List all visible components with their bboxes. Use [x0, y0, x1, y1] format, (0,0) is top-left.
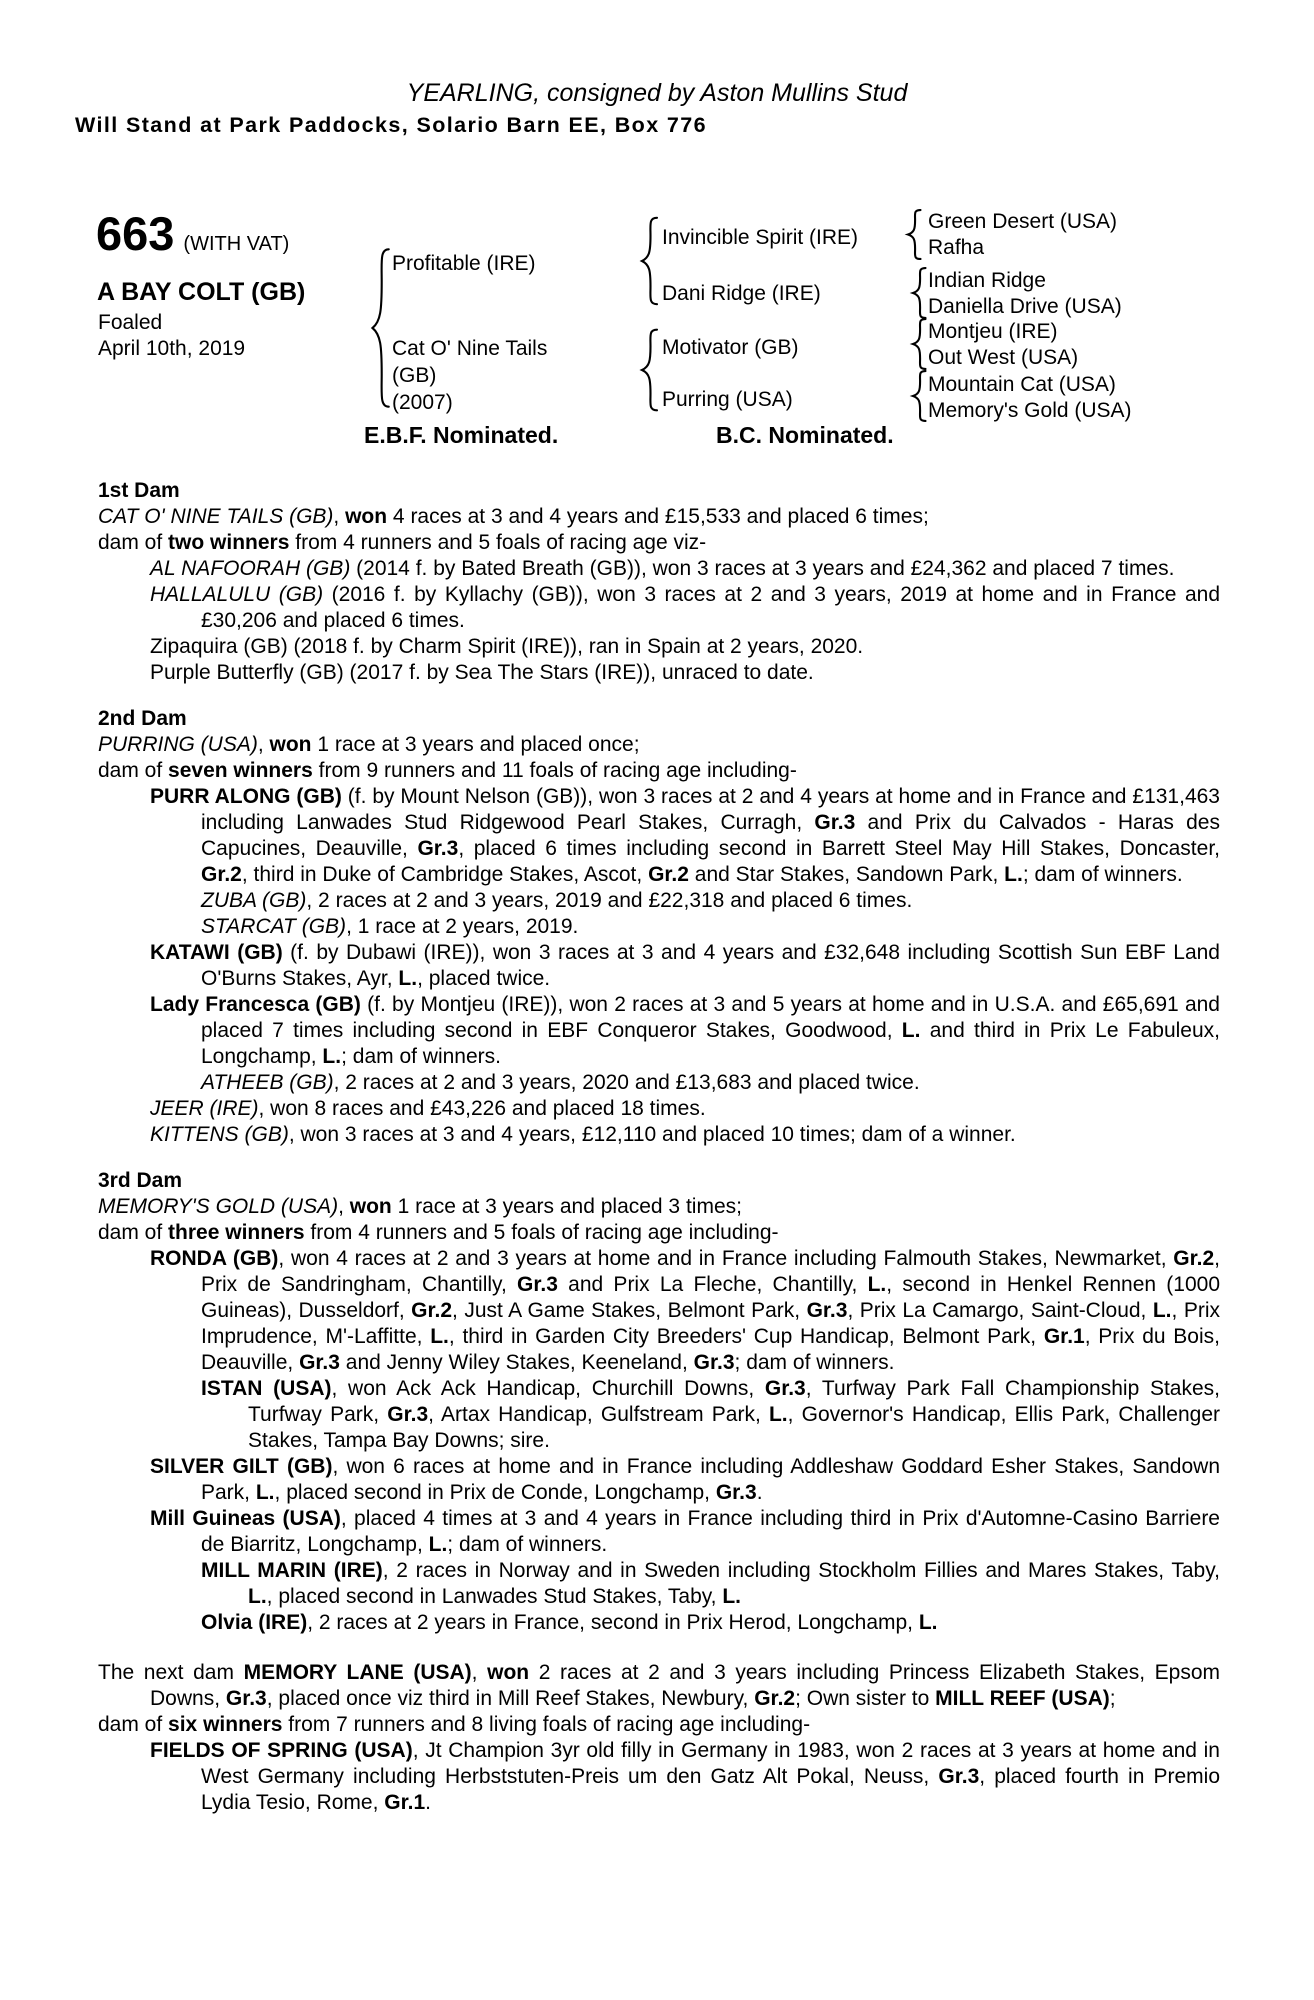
produce-record: STARCAT (GB), 1 race at 2 years, 2019. [201, 915, 579, 938]
dam-produce-summary: dam of six winners from 7 runners and 8 living foals of racing age including- [98, 1713, 811, 1736]
ggp-name: Daniella Drive (USA) [928, 295, 1122, 318]
section-heading: 2nd Dam [98, 707, 187, 730]
dam-produce-summary: dam of three winners from 4 runners and 5 foals of racing age including- [98, 1221, 779, 1244]
consignor-line: YEARLING, consigned by Aston Mullins Stud [406, 79, 908, 107]
pedigree-brace-main [366, 246, 392, 410]
ggp-name: Rafha [928, 236, 985, 259]
ggp-name: Indian Ridge [928, 269, 1046, 292]
section-2nd-dam [98, 706, 1220, 1148]
lot-header [96, 207, 290, 260]
produce-record: KATAWI (GB) (f. by Dubawi (IRE)), won 3 races at 3 and 4 years and £32,648 including Scottish Sun EBF Land O'Burns Stakes, Ayr, L., placed twice. [150, 941, 1220, 990]
sire-sire-name: Invincible Spirit (IRE) [662, 226, 859, 249]
produce-record: SILVER GILT (GB), won 6 races at home and in France including Addleshaw Goddard Esher Stakes, Sandown Park, L., placed second in Prix de Conde, Longchamp, Gr.3. [150, 1455, 1220, 1504]
foaled-date: April 10th, 2019 [98, 337, 246, 360]
section-heading: 1st Dam [98, 479, 180, 502]
ggp-name: Out West (USA) [928, 346, 1079, 369]
produce-record: HALLALULU (GB) (2016 f. by Kyllachy (GB)), won 3 races at 2 and 3 years, 2019 at home and in France and £30,206 and placed 6 times. [150, 583, 1221, 632]
ggp-name: Montjeu (IRE) [928, 320, 1058, 343]
pedigree-brace-gg3 [908, 318, 928, 370]
produce-record: ZUBA (GB), 2 races at 2 and 3 years, 2019 and £22,318 and placed 6 times. [201, 889, 913, 912]
produce-record: RONDA (GB), won 4 races at 2 and 3 years at home and in France including Falmouth Stakes, Newmarket, Gr.2, Prix de Sandringham, Chantilly, Gr.3 and Prix La Fleche, Chantilly, L., second in Henkel Rennen (1000 Guineas), Dusseldorf, Gr.2, Just A Game Stakes, Belmont Park, Gr.3, Prix La Camargo, Saint-Cloud, L., Prix Imprudence, M'-Laffitte, L., third in Garden City Breeders' Cup Handicap, Belmont Park, Gr.1, Prix du Bois, Deauville, Gr.3 and Jenny Wiley Stakes, Keeneland, Gr.3; dam of winners. [150, 1247, 1220, 1374]
dam-record: PURRING (USA), won 1 race at 3 years and placed once; [98, 733, 640, 756]
dam-produce-summary: dam of seven winners from 9 runners and 11 foals of racing age including- [98, 759, 797, 782]
section-3rd-dam [98, 1168, 1220, 1636]
produce-record: Zipaquira (GB) (2018 f. by Charm Spirit (IRE)), ran in Spain at 2 years, 2020. [150, 635, 864, 658]
ggp-name: Memory's Gold (USA) [928, 399, 1132, 422]
pedigree-brace-sire [636, 216, 660, 306]
dam-record: The next dam MEMORY LANE (USA), won 2 races at 2 and 3 years including Princess Elizabeth Stakes, Epsom Downs, Gr.3, placed once viz third in Mill Reef Stakes, Newbury, Gr.2; Own sister to MILL REEF (USA); [98, 1661, 1221, 1710]
pedigree-text [98, 478, 1220, 1816]
produce-record: MILL MARIN (IRE), 2 races in Norway and in Sweden including Stockholm Fillies and Mares Stakes, Taby, L., placed second in Lanwades Stud Stakes, Taby, L. [201, 1559, 1220, 1608]
sire-dam-name: Dani Ridge (IRE) [662, 282, 821, 305]
dam-produce-summary: dam of two winners from 4 runners and 5 foals of racing age viz- [98, 531, 707, 554]
pedigree-brace-dam [636, 328, 660, 412]
produce-record: Olvia (IRE), 2 races at 2 years in France, second in Prix Herod, Longchamp, L. [201, 1611, 938, 1634]
pedigree-brace-gg2 [908, 267, 928, 319]
lot-number: 663 [96, 207, 175, 260]
produce-record: JEER (IRE), won 8 races and £43,226 and placed 18 times. [150, 1097, 706, 1120]
produce-record: Purple Butterfly (GB) (2017 f. by Sea The Stars (IRE)), unraced to date. [150, 661, 814, 684]
ggp-name: Mountain Cat (USA) [928, 373, 1116, 396]
dam-sire-name: Motivator (GB) [662, 336, 799, 359]
section-next-dam [98, 1660, 1220, 1816]
pedigree-brace-gg1 [903, 209, 923, 260]
stand-location: Will Stand at Park Paddocks, Solario Barn EE, Box 776 [75, 113, 707, 137]
produce-record: ATHEEB (GB), 2 races at 2 and 3 years, 2020 and £13,683 and placed twice. [201, 1071, 920, 1094]
produce-record: Mill Guineas (USA), placed 4 times at 3 and 4 years in France including third in Prix d'Automne-Casino Barriere de Biarritz, Longchamp, L.; dam of winners. [150, 1507, 1220, 1556]
section-heading: 3rd Dam [98, 1169, 183, 1192]
foaled-label: Foaled [98, 311, 163, 334]
dam-record: CAT O' NINE TAILS (GB), won 4 races at 3 and 4 years and £15,533 and placed 6 times; [98, 505, 929, 528]
dam-dam-name: Purring (USA) [662, 388, 793, 411]
pedigree-brace-gg4 [908, 370, 928, 422]
sire-name: Profitable (IRE) [392, 252, 536, 275]
produce-record: KITTENS (GB), won 3 races at 3 and 4 years, £12,110 and placed 10 times; dam of a winner. [150, 1123, 1016, 1146]
ggp-name: Green Desert (USA) [928, 210, 1118, 233]
dam-name-line3: (2007) [392, 391, 453, 414]
dam-name-line1: Cat O' Nine Tails [392, 337, 548, 360]
colt-description: A BAY COLT (GB) [97, 278, 306, 306]
section-1st-dam [98, 478, 1220, 686]
produce-record: AL NAFOORAH (GB) (2014 f. by Bated Breath (GB)), won 3 races at 3 years and £24,362 and placed 7 times. [150, 557, 1175, 580]
dam-record: MEMORY'S GOLD (USA), won 1 race at 3 years and placed 3 times; [98, 1195, 742, 1218]
produce-record: PURR ALONG (GB) (f. by Mount Nelson (GB)), won 3 races at 2 and 4 years at home and in France and £131,463 including Lanwades Stud Ridgewood Pearl Stakes, Curragh, Gr.3 and Prix du Calvados - Haras des Capucines, Deauville, Gr.3, placed 6 times including second in Barrett Steel May Hill Stakes, Doncaster, Gr.2, third in Duke of Cambridge Stakes, Ascot, Gr.2 and Star Stakes, Sandown Park, L.; dam of winners. [150, 785, 1220, 886]
produce-record: FIELDS OF SPRING (USA), Jt Champion 3yr old filly in Germany in 1983, won 2 races at 3 years at home and in West Germany including Herbststuten-Preis um den Gatz Alt Pokal, Neuss, Gr.3, placed fourth in Premio Lydia Tesio, Rome, Gr.1. [150, 1739, 1221, 1814]
vat-note: (WITH VAT) [183, 233, 290, 255]
dam-name-line2: (GB) [392, 364, 437, 387]
bc-nominated: B.C. Nominated. [716, 422, 894, 448]
pedigree-chart [0, 160, 1314, 470]
produce-record: ISTAN (USA), won Ack Ack Handicap, Churchill Downs, Gr.3, Turfway Park Fall Championship Stakes, Turfway Park, Gr.3, Artax Handicap, Gulfstream Park, L., Governor's Handicap, Ellis Park, Challenger Stakes, Tampa Bay Downs; sire. [201, 1377, 1220, 1452]
ebf-nominated: E.B.F. Nominated. [364, 422, 559, 448]
produce-record: Lady Francesca (GB) (f. by Montjeu (IRE)), won 2 races at 3 and 5 years at home and in U.S.A. and £65,691 and placed 7 times including second in EBF Conqueror Stakes, Goodwood, L. and third in Prix Le Fabuleux, Longchamp, L.; dam of winners. [150, 993, 1220, 1068]
